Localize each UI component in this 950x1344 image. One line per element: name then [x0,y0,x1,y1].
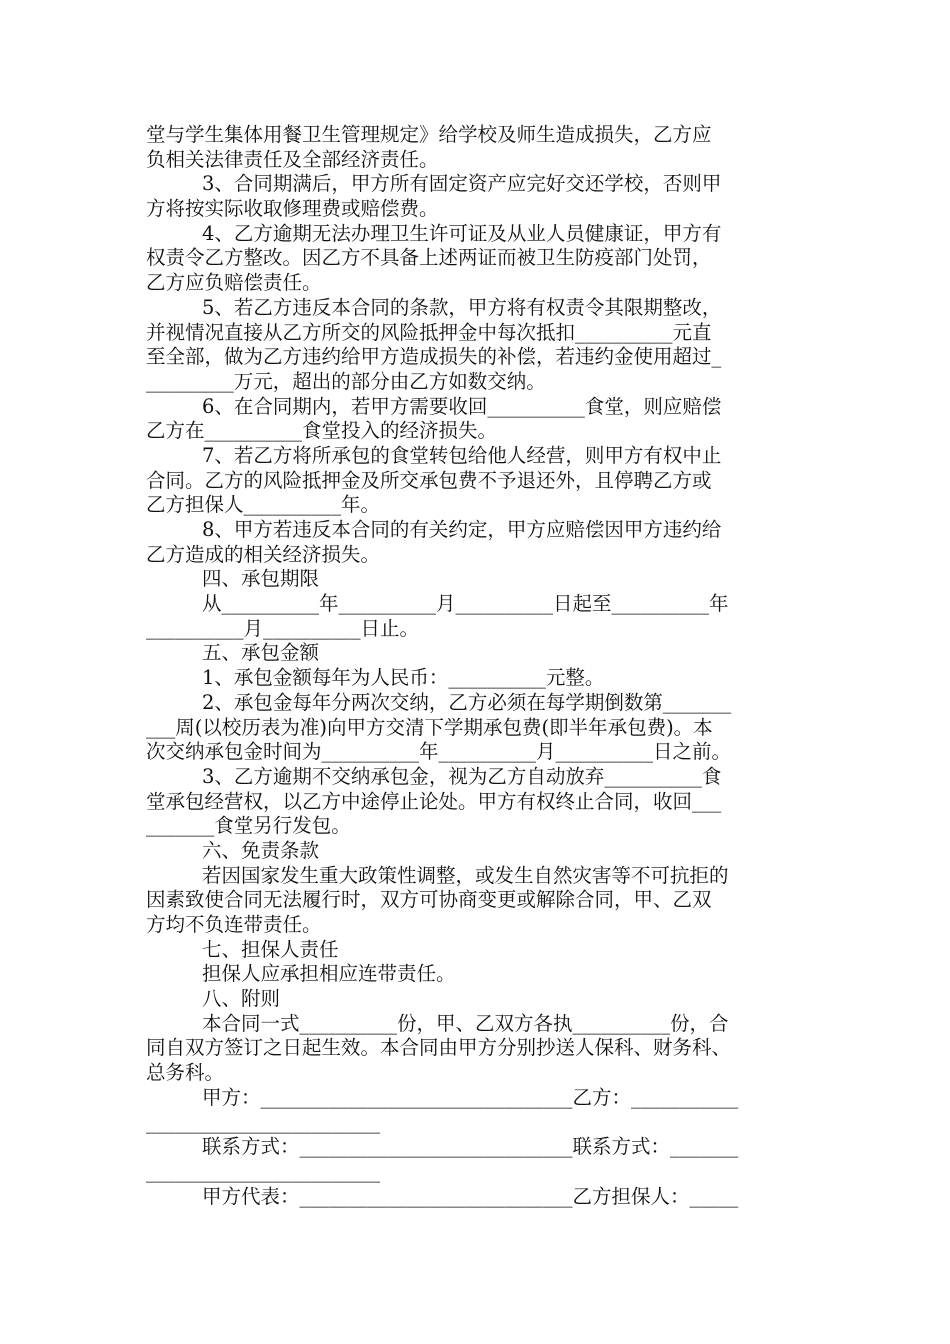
text-line: 从__________年__________月__________日起至__________年 [202,592,729,616]
text-line: ___周(以校历表为准)向甲方交清下学期承包费(即半年承包费)。本 [146,715,713,739]
signature-line-party-a: 甲方：________________________________乙方：___________ [202,1085,739,1109]
text-line: 6、在合同期内，若甲方需要收回__________食堂，则应赔偿 [202,394,722,418]
contact-line-continued: ________________________ [146,1159,380,1183]
text-line: 若因国家发生重大政策性调整，或发生自然灾害等不可抗拒的 [202,863,729,887]
text-line: 次交纳承包金时间为__________年__________月__________日之前。 [146,740,732,764]
text-line: 3、乙方逾期不交纳承包金，视为乙方自动放弃__________食 [202,764,722,788]
section-heading: 七、担保人责任 [202,937,339,961]
text-line: 合同。乙方的风险抵押金及所交承包费不予退还外，且停聘乙方或 [146,468,712,492]
text-line: 权责令乙方整改。因乙方不具备上述两证而被卫生防疫部门处罚， [146,246,712,270]
text-line: 本合同一式__________份，甲、乙双方各执__________份，合 [202,1011,729,1035]
text-line: __________月__________日止。 [146,616,420,640]
text-line: 4、乙方逾期无法办理卫生许可证及从业人员健康证，甲方有 [202,221,722,245]
text-line: 2、承包金每年分两次交纳，乙方必须在每学期倒数第_______ [202,690,732,714]
section-heading: 六、免责条款 [202,838,320,862]
text-line: _______食堂另行发包。 [146,814,351,838]
text-line: 并视情况直接从乙方所交的风险抵押金中每次抵扣__________元直 [146,320,712,344]
text-line: 7、若乙方将所承包的食堂转包给他人经营，则甲方有权中止 [202,443,722,467]
text-line: 5、若乙方违反本合同的条款，甲方将有权责令其限期整改， [202,295,722,319]
text-line: 乙方应负赔偿责任。 [146,271,322,295]
document-page [146,123,810,1209]
text-line: 方将按实际收取修理费或赔偿费。 [146,197,439,221]
text-line: 乙方担保人__________年。 [146,493,381,517]
text-line: 同自双方签订之日起生效。本合同由甲方分别抄送人保科、财务科、 [146,1036,732,1060]
section-heading: 四、承包期限 [202,567,320,591]
text-line: 至全部，做为乙方违约给甲方造成损失的补偿，若违约金使用超过_ [146,345,722,369]
text-line: 总务科。 [146,1061,225,1085]
text-line: 8、甲方若违反本合同的有关约定，甲方应赔偿因甲方违约给 [202,518,722,541]
text-line: 因素致使合同无法履行时，双方可协商变更或解除合同，甲、乙双 [146,888,712,912]
text-line: 堂与学生集体用餐卫生管理规定》给学校及师生造成损失，乙方应 [146,123,712,146]
signature-line-continued: ________________________ [146,1110,380,1134]
contact-line: 联系方式：____________________________联系方式：_______ [202,1135,739,1159]
text-line: 乙方造成的相关经济损失。 [146,542,381,566]
section-heading: 五、承包金额 [202,641,320,665]
section-heading: 八、附则 [202,987,281,1011]
text-line: 3、合同期满后，甲方所有固定资产应完好交还学校，否则甲 [202,172,722,196]
text-line: 负相关法律责任及全部经济责任。 [146,147,439,171]
text-line: 担保人应承担相应连带责任。 [202,962,456,986]
text-line: _________万元，超出的部分由乙方如数交纳。 [146,369,546,393]
text-line: 1、承包金额每年为人民币：__________元整。 [202,666,605,690]
text-line: 乙方在__________食堂投入的经济损失。 [146,419,498,443]
text-line: 方均不负连带责任。 [146,913,322,936]
representative-line: 甲方代表：____________________________乙方担保人：_____ [202,1184,739,1208]
text-line: 堂承包经营权，以乙方中途停止论处。甲方有权终止合同，收回___ [146,789,722,813]
